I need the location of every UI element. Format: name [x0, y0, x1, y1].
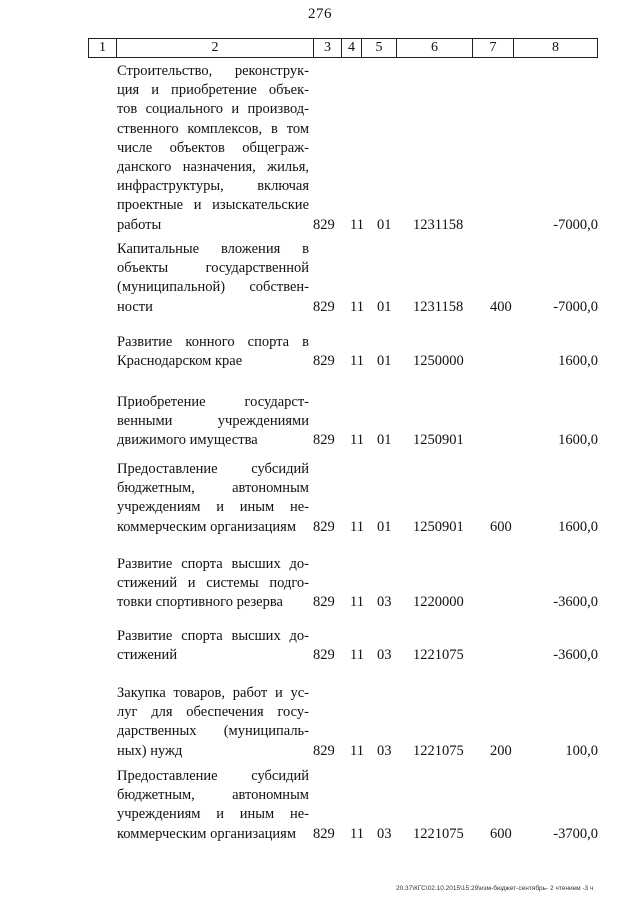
description-line: венными учреждениями [117, 413, 309, 430]
cell-target-article: 1250901 [413, 518, 464, 535]
cell-amount: 1600,0 [558, 353, 598, 370]
header-col-2: 2 [117, 39, 314, 57]
cell-subsection: 03 [377, 742, 392, 759]
row-description [117, 460, 309, 537]
header-col-7: 7 [473, 39, 514, 57]
row-description [117, 393, 309, 451]
cell-amount: 1600,0 [558, 518, 598, 535]
description-line: Предоставление субсидий [117, 768, 309, 784]
cell-grbs: 829 [313, 353, 335, 370]
cell-section: 11 [350, 825, 364, 842]
cell-target-article: 1221075 [413, 825, 464, 842]
cell-grbs: 829 [313, 216, 335, 233]
cell-section: 11 [350, 742, 364, 759]
description-line: тов социального и производ- [117, 101, 309, 118]
description-line: учреждениям и иным не- [117, 499, 309, 516]
description-line: стижений [117, 647, 178, 664]
cell-target-article: 1220000 [413, 594, 464, 611]
cell-subsection: 01 [377, 298, 392, 315]
cell-grbs: 829 [313, 518, 335, 535]
description-line: Закупка товаров, работ и ус- [117, 685, 309, 701]
header-col-8: 8 [552, 40, 559, 55]
cell-grbs: 829 [313, 647, 335, 664]
cell-subsection: 03 [377, 825, 392, 842]
description-line: (муниципальной) собствен- [117, 279, 309, 296]
description-line: коммерческим организациям [117, 518, 297, 535]
description-line: объекты государственной [117, 260, 309, 277]
footer-path: 20.37\КГС\02.10.2015\15:29\изм-бюджет-сентябрь- 2 чтением -3 ч [396, 885, 594, 892]
cell-subsection: 01 [377, 432, 392, 449]
cell-subsection: 01 [377, 216, 392, 233]
header-col-1: 1 [89, 39, 117, 57]
description-line: ности [117, 298, 153, 315]
description-line: дарственных (муниципаль- [117, 723, 309, 740]
cell-expense-type: 200 [490, 742, 512, 759]
cell-section: 11 [350, 298, 364, 315]
row-description [117, 333, 309, 371]
description-line: Развитие спорта высших до- [117, 556, 309, 572]
page-number: 276 [308, 6, 332, 22]
cell-section: 11 [350, 647, 364, 664]
description-line: ственного комплексов, в том [117, 120, 309, 137]
cell-amount: 1600,0 [558, 432, 598, 449]
description-line: движимого имущества [117, 432, 258, 449]
cell-section: 11 [350, 518, 364, 535]
description-line: бюджетным, автономным [117, 787, 309, 804]
cell-amount: -3600,0 [553, 647, 598, 664]
description-line: Капитальные вложения в [117, 241, 309, 257]
cell-target-article: 1221075 [413, 647, 464, 664]
cell-section: 11 [350, 432, 364, 449]
description-line: Предоставление субсидий [117, 461, 309, 477]
row-description [117, 240, 309, 317]
cell-subsection: 01 [377, 353, 392, 370]
cell-grbs: 829 [313, 298, 335, 315]
cell-amount: -7000,0 [553, 216, 598, 233]
cell-subsection: 01 [377, 518, 392, 535]
cell-amount: -3700,0 [553, 825, 598, 842]
cell-section: 11 [350, 594, 364, 611]
description-line: работы [117, 216, 162, 233]
header-col-3: 3 [314, 39, 342, 57]
cell-subsection: 03 [377, 647, 392, 664]
cell-amount: 100,0 [565, 742, 598, 759]
cell-target-article: 1250901 [413, 432, 464, 449]
description-line: инфраструктуры, включая [117, 178, 309, 195]
cell-grbs: 829 [313, 594, 335, 611]
description-line: луг для обеспечения госу- [117, 704, 309, 721]
cell-target-article: 1221075 [413, 742, 464, 759]
cell-expense-type: 600 [490, 825, 512, 842]
description-line: Развитие спорта высших до- [117, 628, 309, 644]
description-line: бюджетным, автономным [117, 480, 309, 497]
cell-subsection: 03 [377, 594, 392, 611]
cell-section: 11 [350, 216, 364, 233]
cell-amount: -3600,0 [553, 594, 598, 611]
description-line: Приобретение государст- [117, 394, 309, 410]
cell-grbs: 829 [313, 742, 335, 759]
description-line: стижений и системы подго- [117, 575, 309, 592]
description-line: учреждениям и иным не- [117, 806, 309, 823]
cell-target-article: 1231158 [413, 298, 464, 315]
cell-expense-type: 600 [490, 518, 512, 535]
header-col-5: 5 [362, 39, 397, 57]
cell-expense-type: 400 [490, 298, 512, 315]
description-line: данского назначения, жилья, [117, 159, 309, 176]
row-description [117, 767, 309, 844]
description-line: Развитие конного спорта в [117, 334, 309, 350]
row-description [117, 627, 309, 665]
description-line: Строительство, реконструк- [117, 63, 309, 79]
cell-target-article: 1231158 [413, 216, 464, 233]
cell-target-article: 1250000 [413, 353, 464, 370]
description-line: товки спортивного резерва [117, 594, 283, 611]
row-description [117, 684, 309, 761]
description-line: проектные и изыскательские [117, 197, 309, 214]
cell-section: 11 [350, 353, 364, 370]
cell-amount: -7000,0 [553, 298, 598, 315]
row-description [117, 62, 309, 235]
cell-grbs: 829 [313, 825, 335, 842]
description-line: числе объектов общеграж- [117, 139, 309, 156]
description-line: ных) нужд [117, 742, 183, 759]
header-col-6: 6 [397, 39, 473, 57]
cell-grbs: 829 [313, 432, 335, 449]
description-line: ция и приобретение объек- [117, 82, 309, 99]
row-description [117, 555, 309, 613]
description-line: Краснодарском крае [117, 353, 243, 370]
description-line: коммерческим организациям [117, 825, 297, 842]
header-col-4: 4 [342, 39, 362, 57]
